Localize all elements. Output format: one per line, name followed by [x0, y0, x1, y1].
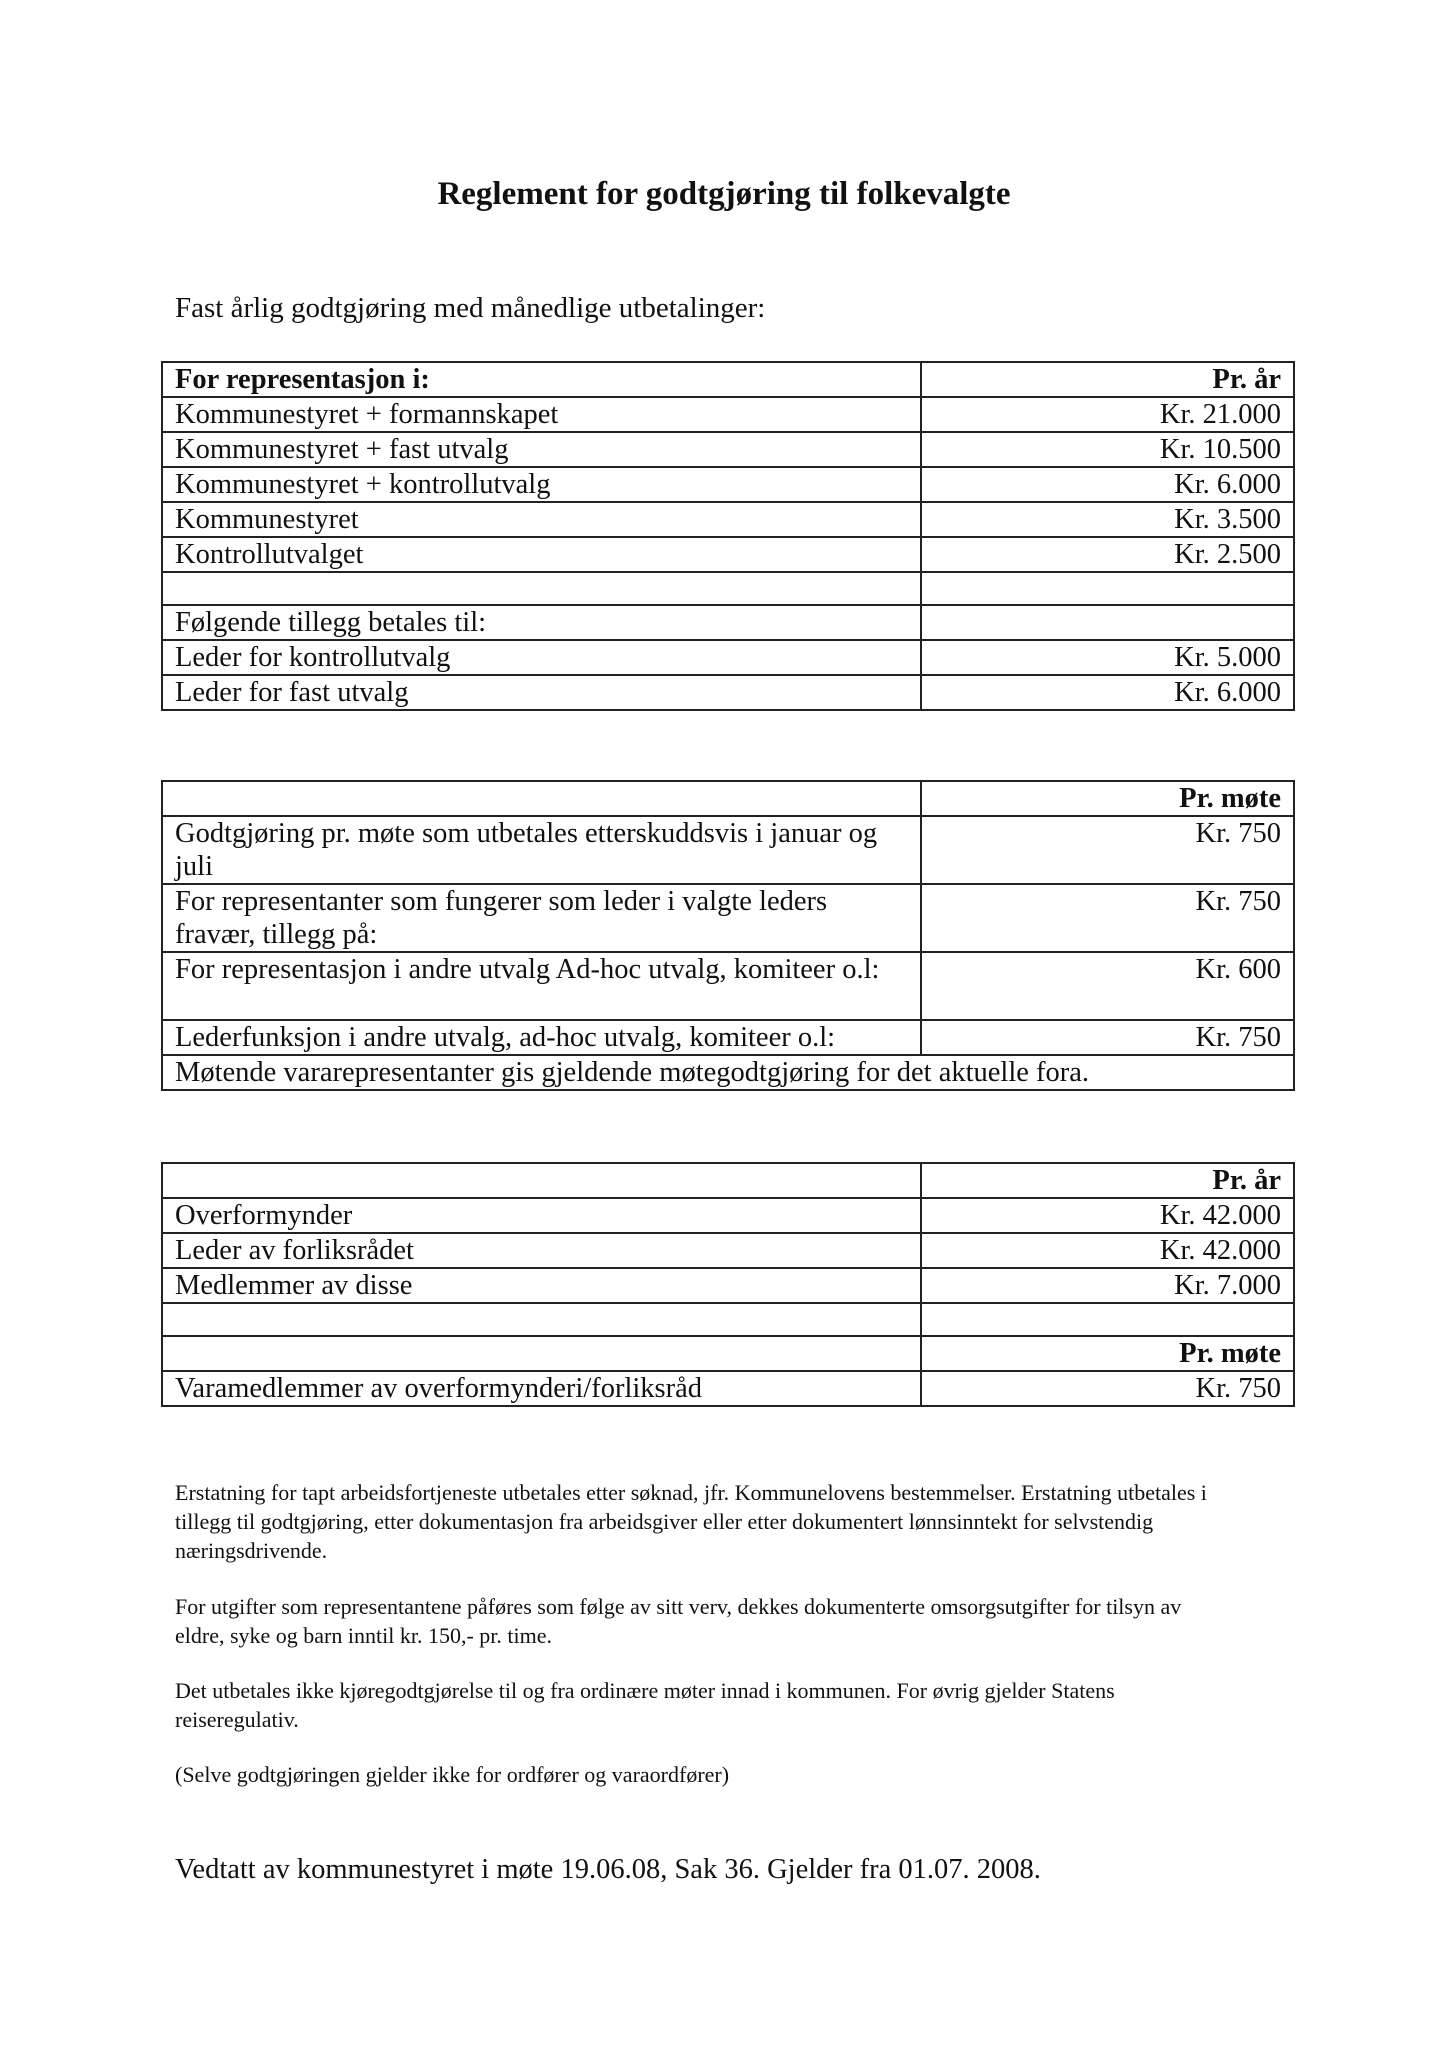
- table-row: [162, 1198, 1294, 1233]
- row-label: Varamedlemmer av overformynderi/forliksråd: [162, 1371, 921, 1406]
- row-value: [921, 572, 1294, 605]
- row-label: Kommunestyret: [162, 502, 921, 537]
- paragraph: (Selve godtgjøringen gjelder ikke for ordfører og varaordfører): [175, 1762, 730, 1787]
- row-value: Kr. 750: [921, 1371, 1294, 1406]
- table-row: [162, 1020, 1294, 1055]
- intro-text: Fast årlig godtgjøring med månedlige utbetalinger:: [175, 292, 766, 324]
- row-value: Kr. 7.000: [921, 1268, 1294, 1303]
- header-label: [162, 781, 921, 816]
- table-row: [162, 502, 1294, 537]
- guardian-fee-table: [161, 1162, 1295, 1407]
- table-note: Møtende vararepresentanter gis gjeldende møtegodtgjøring for det aktuelle fora.: [162, 1055, 1294, 1090]
- row-label: Lederfunksjon i andre utvalg, ad-hoc utvalg, komiteer o.l:: [162, 1020, 921, 1055]
- table-subheader-row: [162, 1336, 1294, 1371]
- row-value: Kr. 10.500: [921, 432, 1294, 467]
- header-label: [162, 1336, 921, 1371]
- row-value: Kr. 42.000: [921, 1233, 1294, 1268]
- row-label: Kommunestyret + formannskapet: [162, 397, 921, 432]
- header-value: Pr. år: [921, 1163, 1294, 1198]
- row-label: Kontrollutvalget: [162, 537, 921, 572]
- table-row: [162, 1268, 1294, 1303]
- table-row: [162, 675, 1294, 710]
- row-value: Kr. 6.000: [921, 675, 1294, 710]
- table-header-row: [162, 1163, 1294, 1198]
- row-value: Kr. 2.500: [921, 537, 1294, 572]
- header-label: For representasjon i:: [162, 362, 921, 397]
- table-row: [162, 884, 1294, 952]
- row-label: Leder for fast utvalg: [162, 675, 921, 710]
- row-label: Følgende tillegg betales til:: [162, 605, 921, 640]
- header-value: Pr. år: [921, 362, 1294, 397]
- table-row: [162, 952, 1294, 1020]
- row-value: Kr. 750: [921, 1020, 1294, 1055]
- row-label: Kommunestyret + kontrollutvalg: [162, 467, 921, 502]
- table-row: [162, 467, 1294, 502]
- document-title: Reglement for godtgjøring til folkevalgte: [437, 176, 1011, 212]
- row-value: [921, 1303, 1294, 1336]
- row-value: Kr. 3.500: [921, 502, 1294, 537]
- table-row-empty: [162, 1303, 1294, 1336]
- row-label: Leder for kontrollutvalg: [162, 640, 921, 675]
- row-label: For representasjon i andre utvalg Ad-hoc utvalg, komiteer o.l:: [162, 952, 921, 1020]
- table-row: [162, 640, 1294, 675]
- table-header-row: [162, 362, 1294, 397]
- paragraph: Det utbetales ikke kjøregodtgjørelse til og fra ordinære møter innad i kommunen. For øvrig gjelder Statens reiseregulativ.: [175, 1678, 1115, 1732]
- annual-fee-table: [161, 361, 1295, 711]
- row-value: Kr. 600: [921, 952, 1294, 1020]
- table-row: [162, 432, 1294, 467]
- row-label: Godtgjøring pr. møte som utbetales etterskuddsvis i januar og juli: [162, 816, 921, 884]
- row-label: [162, 1303, 921, 1336]
- table-row: [162, 605, 1294, 640]
- header-label: [162, 1163, 921, 1198]
- header-value: Pr. møte: [921, 1336, 1294, 1371]
- row-value: [921, 605, 1294, 640]
- row-label: Kommunestyret + fast utvalg: [162, 432, 921, 467]
- row-value: Kr. 750: [921, 816, 1294, 884]
- row-value: Kr. 5.000: [921, 640, 1294, 675]
- row-label: Medlemmer av disse: [162, 1268, 921, 1303]
- table-row: [162, 537, 1294, 572]
- row-label: Leder av forliksrådet: [162, 1233, 921, 1268]
- table-row: [162, 397, 1294, 432]
- header-value: Pr. møte: [921, 781, 1294, 816]
- table-row-empty: [162, 572, 1294, 605]
- meeting-fee-table: [161, 780, 1295, 1091]
- table-row: [162, 1233, 1294, 1268]
- row-label: Overformynder: [162, 1198, 921, 1233]
- row-label: For representanter som fungerer som leder i valgte leders fravær, tillegg på:: [162, 884, 921, 952]
- row-value: Kr. 21.000: [921, 397, 1294, 432]
- table-header-row: [162, 781, 1294, 816]
- row-value: Kr. 750: [921, 884, 1294, 952]
- row-label: [162, 572, 921, 605]
- row-value: Kr. 42.000: [921, 1198, 1294, 1233]
- paragraph: For utgifter som representantene påføres som følge av sitt verv, dekkes dokumenterte omsorgsutgifter for tilsyn av eldre, syke og barn inntil kr. 150,- pr. time.: [175, 1594, 1182, 1648]
- adoption-note: Vedtatt av kommunestyret i møte 19.06.08, Sak 36. Gjelder fra 01.07. 2008.: [175, 1854, 1041, 1885]
- table-note-row: [162, 1055, 1294, 1090]
- table-row: [162, 816, 1294, 884]
- row-value: Kr. 6.000: [921, 467, 1294, 502]
- paragraph: Erstatning for tapt arbeidsfortjeneste utbetales etter søknad, jfr. Kommunelovens bestemmelser. Erstatning utbetales i tillegg til godtgjøring, etter dokumentasjon fra arbeidsgiver eller etter dokumentert lønnsinntekt for selvstendig næringsdrivende.: [175, 1480, 1207, 1563]
- table-row: [162, 1371, 1294, 1406]
